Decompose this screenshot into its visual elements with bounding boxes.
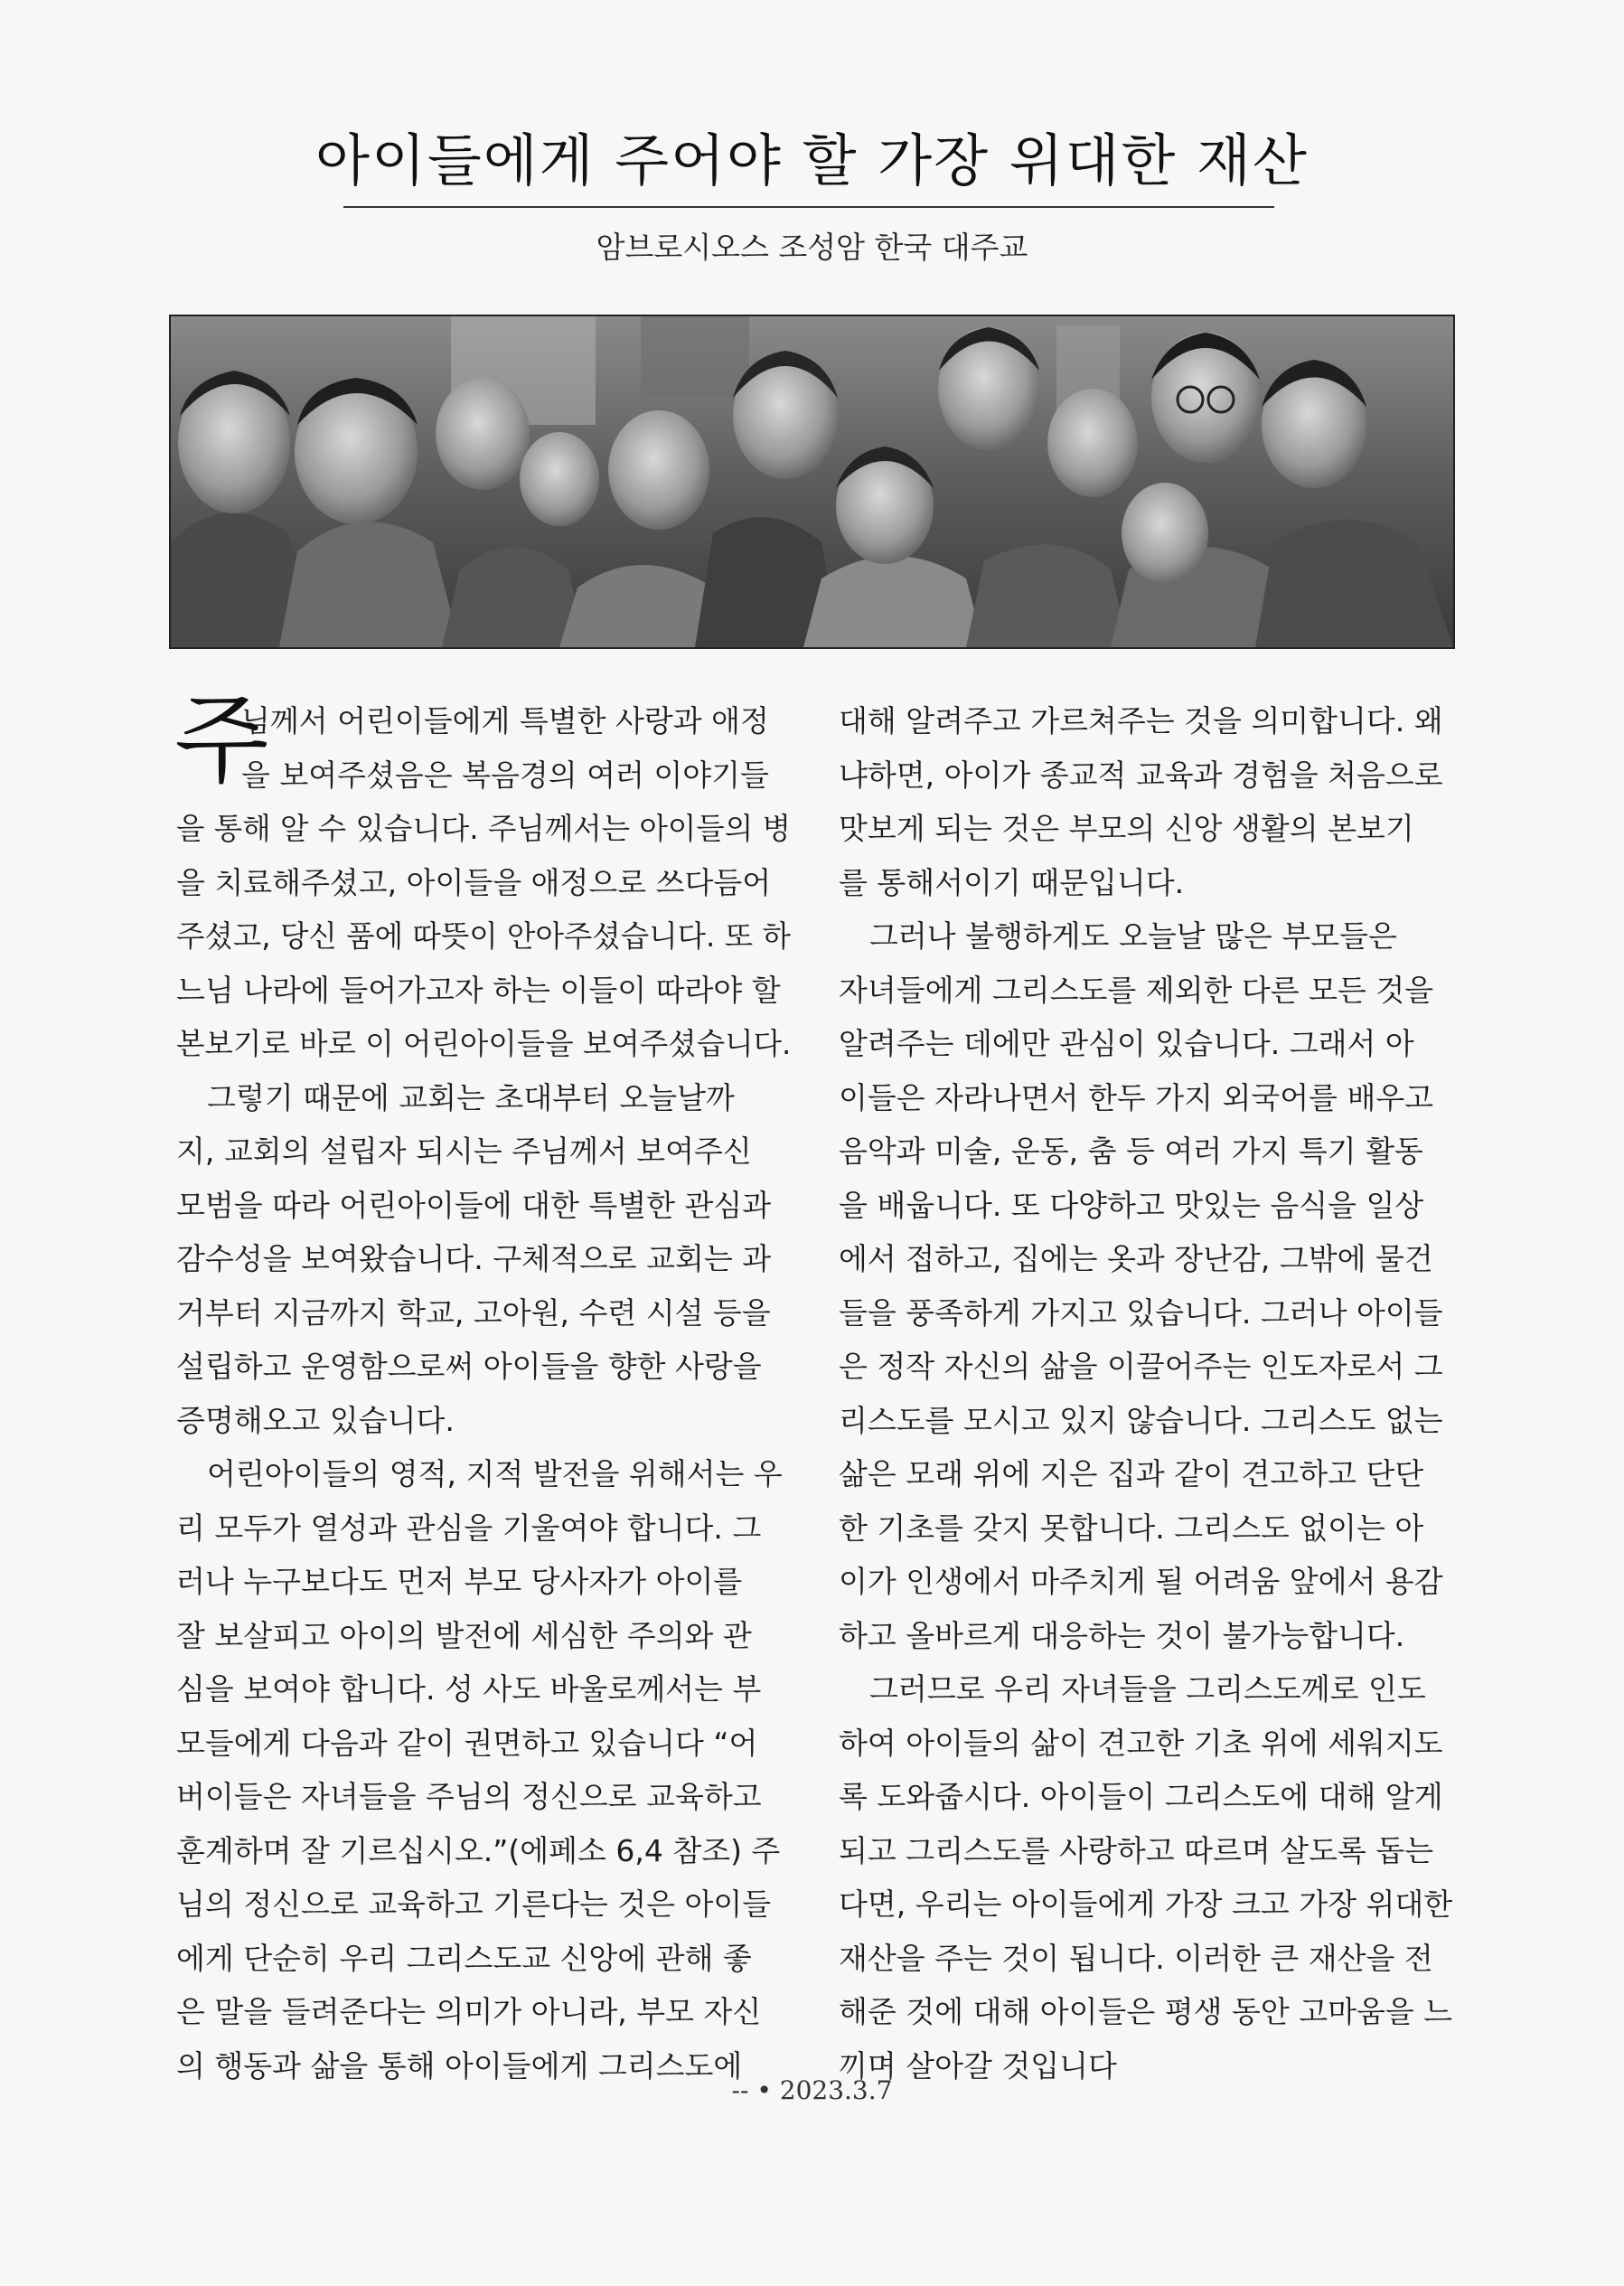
paragraph-line: 주셨고, 당신 품에 따뜻이 안아주셨습니다. 또 하 <box>176 918 791 954</box>
paragraph-line: 은 정작 자신의 삶을 이끌어주는 인도자로서 그 <box>839 1349 1443 1384</box>
paragraph-line: 러나 누구보다도 먼저 부모 당사자가 아이를 <box>176 1564 743 1599</box>
paragraph-line: 자녀들에게 그리스도를 제외한 다른 모든 것을 <box>839 972 1434 1008</box>
column-right <box>839 694 1453 2093</box>
paragraph-line: 그렇기 때문에 교회는 초대부터 오늘날까 <box>207 1079 735 1115</box>
paragraph-line: 들을 풍족하게 가지고 있습니다. 그러나 아이들 <box>839 1294 1443 1331</box>
paragraph-line: 어린아이들의 영적, 지적 발전을 위해서는 우 <box>207 1456 783 1491</box>
paragraph-line: 모들에게 다음과 같이 권면하고 있습니다 “어 <box>176 1725 758 1761</box>
paragraph-line: 을 치료해주셨고, 아이들을 애정으로 쓰다듬어 <box>176 864 772 900</box>
paragraph-line: 을 배웁니다. 또 다양하고 맛있는 음식을 일상 <box>839 1187 1424 1223</box>
paragraph-line: 지, 교회의 설립자 되시는 주님께서 보여주신 <box>176 1134 752 1169</box>
paragraph-line: 모범을 따라 어린아이들에 대한 특별한 관심과 <box>176 1187 772 1223</box>
paragraph-line: 잘 보살피고 아이의 발전에 세심한 주의와 관 <box>176 1617 752 1653</box>
column-left <box>174 684 792 2093</box>
paragraph-line: 훈계하며 잘 기르십시오.”(에페소 6,4 참조) 주 <box>176 1832 781 1868</box>
paragraph-line: 해준 것에 대해 아이들은 평생 동안 고마움을 느 <box>839 1994 1453 2029</box>
paragraph-line: 되고 그리스도를 사랑하고 따르며 살도록 돕는 <box>839 1832 1434 1868</box>
paragraph-line: 느님 나라에 들어가고자 하는 이들이 따라야 할 <box>176 972 781 1008</box>
paragraph-line: 대해 알려주고 가르쳐주는 것을 의미합니다. 왜 <box>839 703 1443 738</box>
paragraph-line: 리 모두가 열성과 관심을 기울여야 합니다. 그 <box>176 1510 762 1546</box>
children-photo <box>169 315 1455 649</box>
paragraph-line: 에서 접하고, 집에는 옷과 장난감, 그밖에 물건 <box>839 1241 1433 1276</box>
paragraph-line: 님의 정신으로 교육하고 기른다는 것은 아이들 <box>176 1886 772 1922</box>
title-underline <box>343 206 1274 208</box>
paragraph-line: 삶은 모래 위에 지은 집과 같이 견고하고 단단 <box>839 1456 1424 1491</box>
paragraph-line: 리스도를 모시고 있지 않습니다. 그리스도 없는 <box>839 1402 1443 1438</box>
paragraph-line: 의 행동과 삶을 통해 아이들에게 그리스도에 <box>176 2047 743 2084</box>
paragraph-line: 이들은 자라나면서 한두 가지 외국어를 배우고 <box>839 1079 1434 1115</box>
page-footer-date: -- • 2023.3.7 <box>731 2075 893 2105</box>
paragraph-line: 을 통해 알 수 있습니다. 주님께서는 아이들의 병 <box>176 811 791 846</box>
paragraph-line: 본보기로 바로 이 어린아이들을 보여주셨습니다. <box>176 1026 792 1061</box>
paragraph-line: 알려주는 데에만 관심이 있습니다. 그래서 아 <box>839 1026 1414 1061</box>
paragraph-line: 을 보여주셨음은 복음경의 여러 이야기들 <box>241 757 769 793</box>
paragraph-line: 록 도와줍시다. 아이들이 그리스도에 대해 알게 <box>839 1779 1443 1814</box>
paragraph-line: 재산을 주는 것이 됩니다. 이러한 큰 재산을 전 <box>839 1940 1433 1976</box>
paragraph-line: 다면, 우리는 아이들에게 가장 크고 가장 위대한 <box>839 1886 1453 1922</box>
paragraph-line: 버이들은 자녀들을 주님의 정신으로 교육하고 <box>176 1779 762 1814</box>
paragraph-line: 이가 인생에서 마주치게 될 어려움 앞에서 용감 <box>839 1564 1443 1599</box>
dropcap: 주 <box>174 684 269 797</box>
paragraph-line: 감수성을 보여왔습니다. 구체적으로 교회는 과 <box>176 1241 772 1276</box>
paragraph-line: 를 통해서이기 때문입니다. <box>839 864 1185 900</box>
paragraph-line: 그러나 불행하게도 오늘날 많은 부모들은 <box>869 918 1397 954</box>
paragraph-line: 그러므로 우리 자녀들을 그리스도께로 인도 <box>869 1671 1426 1707</box>
paragraph-line: 은 말을 들려준다는 의미가 아니라, 부모 자신 <box>176 1994 762 2029</box>
paragraph-line: 음악과 미술, 운동, 춤 등 여러 가지 특기 활동 <box>839 1134 1423 1169</box>
paragraph-line: 끼며 살아갈 것입니다 <box>839 2047 1117 2084</box>
paragraph-line: 거부터 지금까지 학교, 고아원, 수련 시설 등을 <box>176 1294 771 1331</box>
paragraph-line: 설립하고 운영함으로써 아이들을 향한 사랑을 <box>176 1349 762 1384</box>
paragraph-line: 하여 아이들의 삶이 견고한 기초 위에 세워지도 <box>839 1725 1443 1761</box>
paragraph-line: 심을 보여야 합니다. 성 사도 바울로께서는 부 <box>176 1671 762 1707</box>
paragraph-line: 냐하면, 아이가 종교적 교육과 경험을 처음으로 <box>839 757 1443 793</box>
paragraph-line: 맛보게 되는 것은 부모의 신앙 생활의 본보기 <box>839 811 1414 846</box>
paragraph-line: 에게 단순히 우리 그리스도교 신앙에 관해 좋 <box>176 1940 752 1976</box>
paragraph-line: 하고 올바르게 대응하는 것이 불가능합니다. <box>839 1617 1405 1653</box>
article-author: 암브로시오스 조성암 한국 대주교 <box>596 230 1028 265</box>
paragraph-line: 증명해오고 있습니다. <box>176 1402 455 1438</box>
paragraph-line: 한 기초를 갖지 못합니다. 그리스도 없이는 아 <box>839 1510 1424 1546</box>
paragraph-line-text: 님께서 어린이들에게 특별한 사랑과 애정 <box>241 703 769 738</box>
article-title: 아이들에게 주어야 할 가장 위대한 재산 <box>315 127 1309 193</box>
children-photo-icon <box>171 316 1453 647</box>
